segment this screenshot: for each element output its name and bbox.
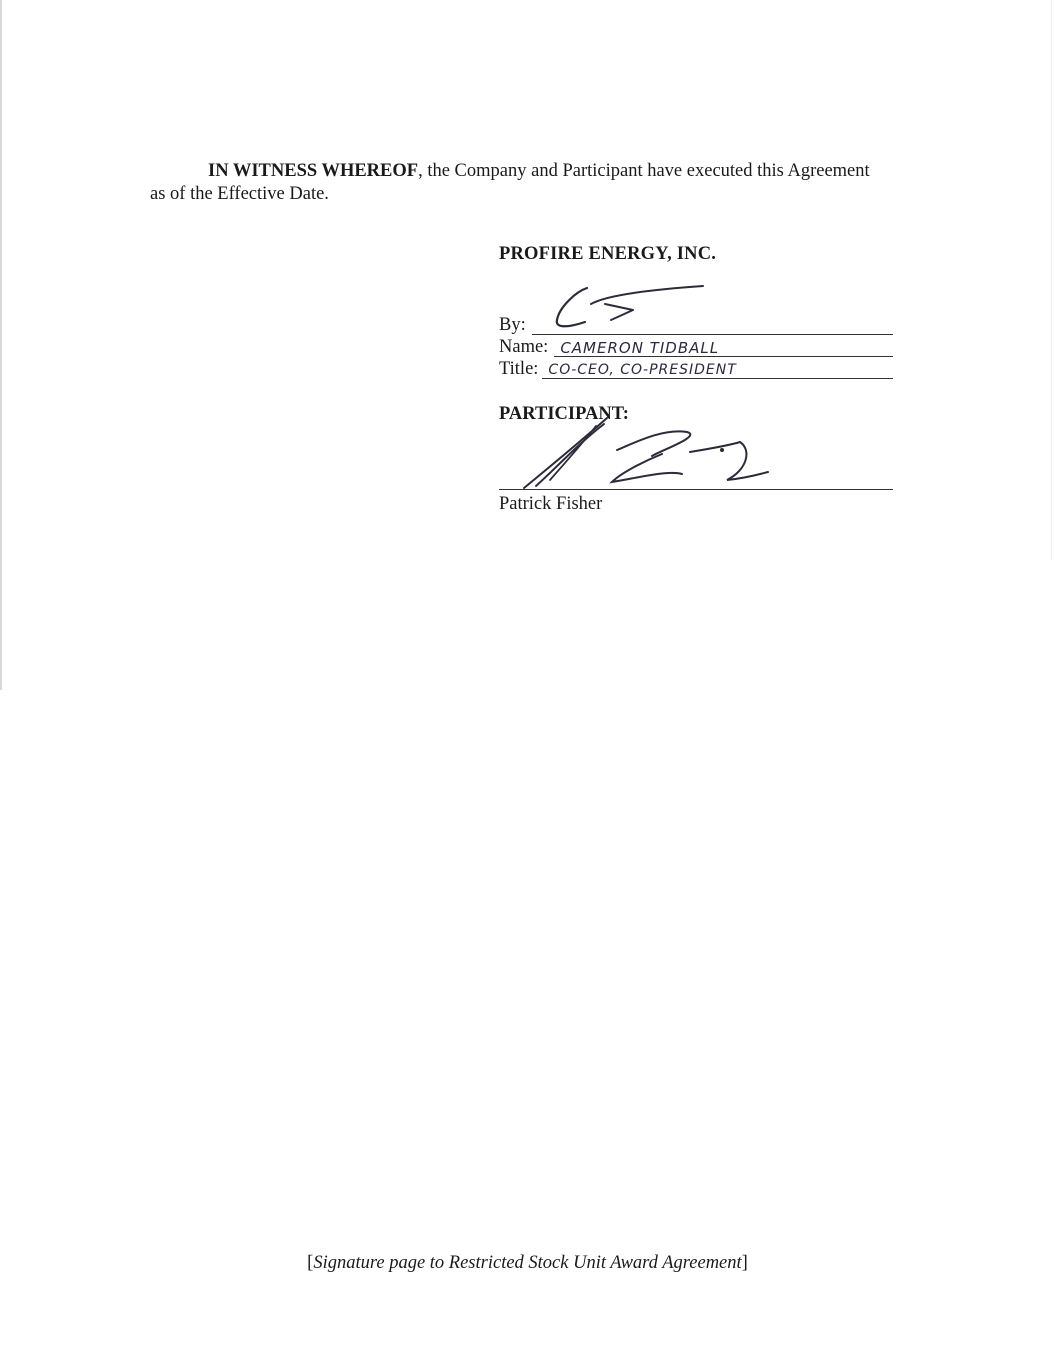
title-line (542, 358, 893, 379)
participant-signature (512, 410, 782, 494)
name-field (499, 336, 893, 357)
scan-edge-right (1051, 0, 1052, 560)
participant-signature-line (499, 489, 893, 490)
name-label: Name: (499, 337, 549, 357)
footer-bracket-close: ] (741, 1253, 748, 1273)
company-name: PROFIRE ENERGY, INC. (499, 244, 717, 264)
title-field (499, 358, 893, 379)
scan-edge-left (0, 0, 2, 690)
witness-text-1: , the Company and Participant have executed this Agreement (418, 161, 870, 181)
by-label: By: (499, 315, 526, 335)
handwritten-title: CO-CEO, CO-PRESIDENT (548, 362, 737, 378)
witness-lead: IN WITNESS WHEREOF (208, 161, 419, 181)
witness-line-1 (150, 160, 910, 183)
footer-note (0, 1253, 1055, 1274)
name-line (554, 336, 893, 357)
footer-bracket-open: [ (307, 1253, 314, 1273)
witness-line-2: as of the Effective Date. (150, 184, 329, 204)
footer-text: Signature page to Restricted Stock Unit Award Agreement (313, 1253, 742, 1273)
witness-paragraph (150, 160, 910, 206)
participant-label: PARTICIPANT: (499, 404, 629, 424)
handwritten-name: CAMERON TIDBALL (560, 339, 720, 357)
title-label: Title: (499, 359, 539, 379)
participant-name: Patrick Fisher (499, 494, 603, 514)
company-signature (545, 282, 715, 334)
